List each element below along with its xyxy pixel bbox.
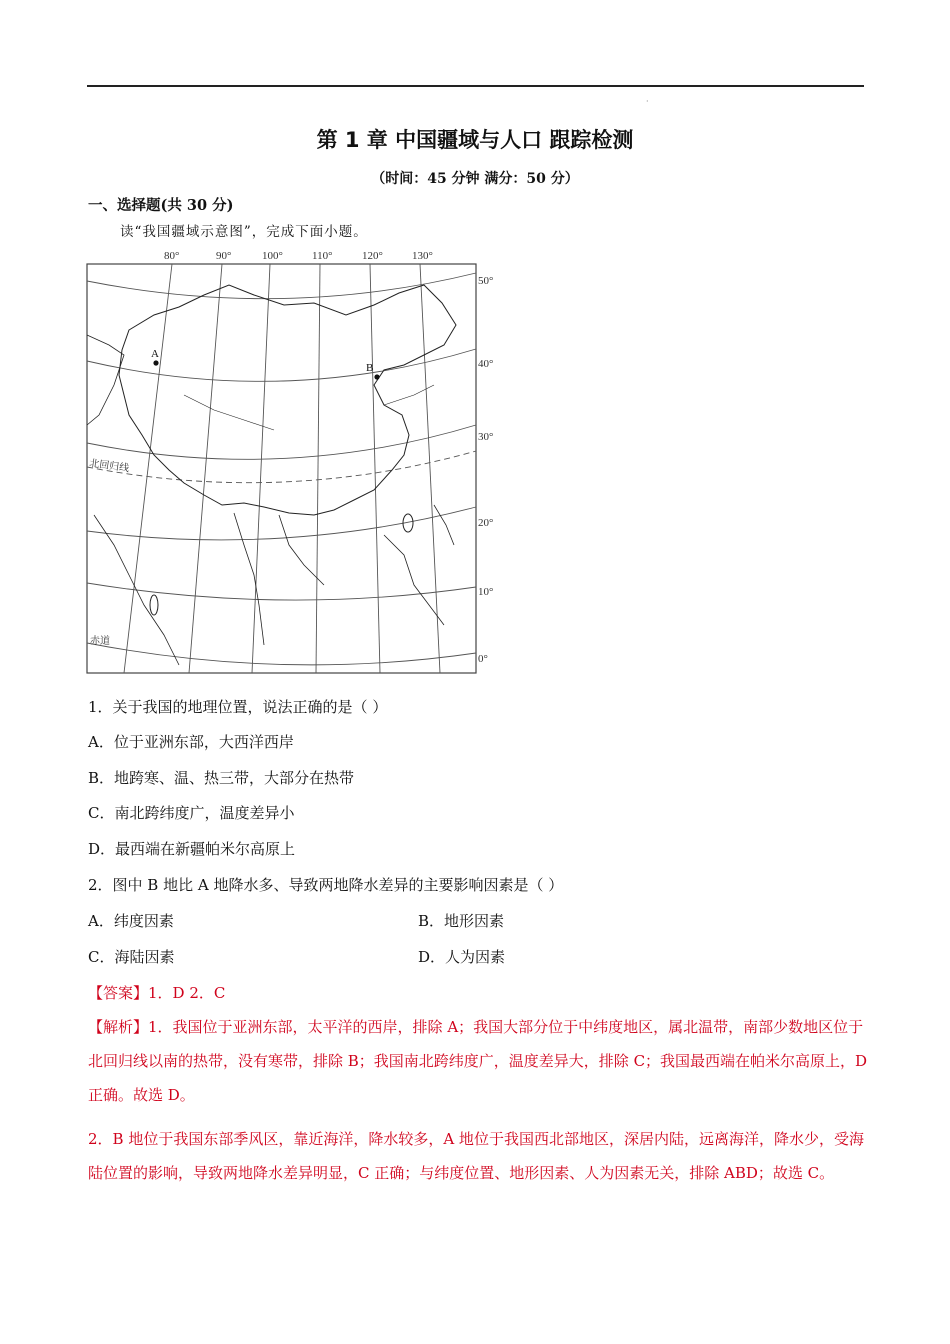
lon-label-100: 100°	[262, 250, 283, 262]
lon-label-110: 110°	[312, 250, 333, 262]
point-a-marker	[153, 360, 158, 365]
answer-label: 【答案】	[88, 984, 149, 1002]
question-2-option-d: D．人为因素	[418, 948, 506, 966]
question-2-option-c: C．海陆因素	[88, 948, 175, 966]
header-rule	[87, 85, 864, 87]
equator-line	[87, 643, 476, 665]
question-1-option-b: B．地跨寒、温、热三带，大部分在热带	[88, 769, 355, 787]
page-title: 第 1 章 中国疆域与人口 跟踪检测	[316, 128, 634, 152]
lat-label-10: 10°	[478, 586, 494, 598]
question-1-option-c: C．南北跨纬度广，温度差异小	[88, 804, 295, 822]
tropic-line	[87, 451, 476, 483]
analysis-paragraph-2: 2．B 地位于我国东部季风区，靠近海洋，降水较多，A 地位于我国西北部地区，深居内陆，远离海洋，降水少，受海陆位置的影响，导致两地降水差异明显，C 正确；与纬度位置、地形因素、人为因素无关，排除 ABD；故选 C。	[88, 1130, 864, 1182]
map-frame	[87, 264, 476, 673]
lat-label-0: 0°	[478, 653, 488, 665]
equator-label: 赤道	[90, 636, 110, 647]
china-territory-map	[84, 245, 494, 677]
parallel-50	[87, 273, 476, 299]
point-a-label: A	[151, 348, 159, 360]
section-heading: 一、选择题(共 30 分)	[88, 197, 234, 214]
lat-label-30: 30°	[478, 431, 494, 443]
china-outline	[119, 285, 456, 515]
section-intro: 读“我国疆域示意图”，完成下面小题。	[120, 224, 368, 240]
point-b-marker	[374, 374, 379, 379]
question-2-option-b: B．地形因素	[418, 912, 505, 930]
lat-label-50: 50°	[478, 275, 494, 287]
question-2-option-a: A．纬度因素	[88, 912, 174, 930]
lat-label-20: 20°	[478, 517, 494, 529]
header-mark: ·	[646, 97, 649, 106]
point-b-label: B	[366, 362, 374, 374]
lon-label-130: 130°	[412, 250, 433, 262]
lon-label-120: 120°	[362, 250, 383, 262]
page-subtitle: （时间：45 分钟 满分：50 分）	[371, 171, 579, 187]
lat-label-40: 40°	[478, 358, 494, 370]
answer-block	[88, 982, 225, 1003]
tropic-label: 北回归线	[88, 458, 130, 475]
answer-text: 1．D 2．C	[148, 984, 226, 1002]
lon-label-90: 90°	[216, 250, 232, 262]
question-1-option-a: A．位于亚洲东部，大西洋西岸	[88, 733, 294, 751]
question-2-stem: 2．图中 B 地比 A 地降水多、导致两地降水差异的主要影响因素是（ ）	[88, 876, 564, 894]
analysis-label: 【解析】	[88, 1018, 149, 1036]
question-1-option-d: D．最西端在新疆帕米尔高原上	[88, 840, 296, 858]
analysis-text-1: 1．我国位于亚洲东部，太平洋的西岸，排除 A；我国大部分位于中纬度地区，属北温带，南部少数地区位于北回归线以南的热带，没有寒带，排除 B；我国南北跨纬度广，温度差异大，排除 C；我国最西端在帕米尔高原上，D 正确。故选 D。	[88, 1018, 868, 1104]
lon-label-80: 80°	[164, 250, 180, 262]
analysis-paragraph-1	[88, 1010, 868, 1112]
question-1-stem: 1．关于我国的地理位置，说法正确的是（ ）	[88, 698, 388, 716]
